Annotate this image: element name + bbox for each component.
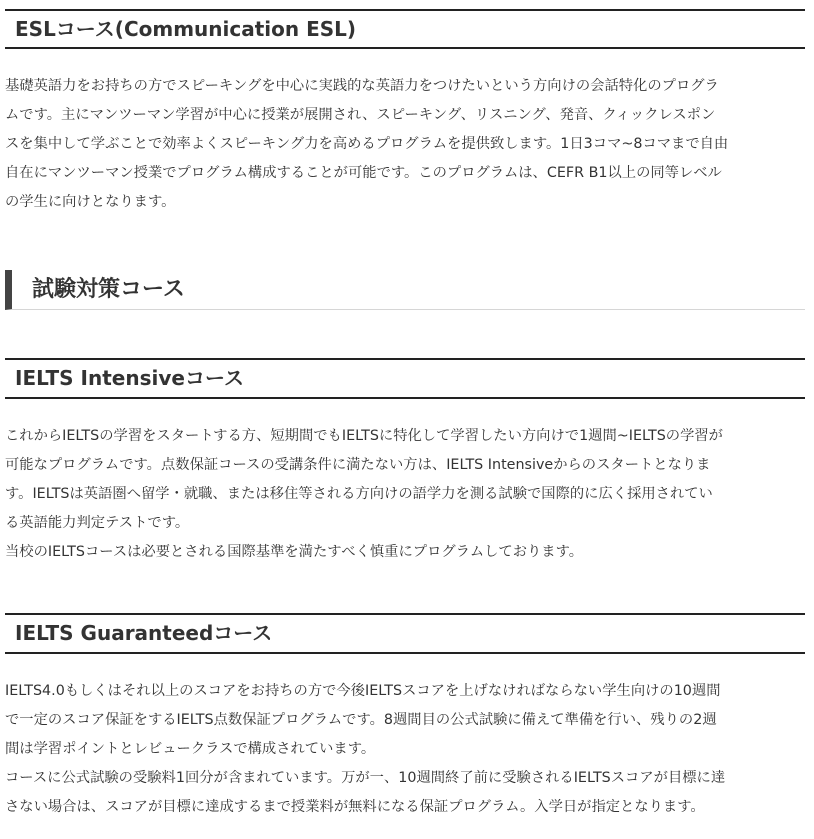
ielts-guaranteed-heading: IELTS Guaranteedコース bbox=[5, 613, 805, 654]
esl-course-description bbox=[5, 72, 810, 217]
paragraph-line: ムです。主にマンツーマン学習が中心に授業が展開され、スピーキング、リスニング、発音、クィックレスポン bbox=[5, 107, 716, 123]
paragraph-line: スを集中して学ぶことで効率よくスピーキング力を高めるプログラムを提供致します。1日3コマ~8コマまで自由 bbox=[5, 136, 729, 152]
paragraph-line: で一定のスコア保証をするIELTS点数保証プログラムです。8週間目の公式試験に備えて準備を行い、残りの2週 bbox=[5, 712, 717, 728]
paragraph-line: 基礎英語力をお持ちの方でスピーキングを中心に実践的な英語力をつけたいという方向けの会話特化のプログラ bbox=[5, 78, 719, 94]
paragraph-line: さない場合は、スコアが目標に達成するまで授業料が無料になる保証プログラム。入学日が指定となります。 bbox=[5, 799, 705, 815]
paragraph-line: 可能なプログラムです。点数保証コースの受講条件に満たない方は、IELTS Intensiveからのスタートとなりま bbox=[5, 457, 711, 473]
paragraph-line: 自在にマンツーマン授業でプログラム構成することが可能です。このプログラムは、CEFR B1以上の同等レベル bbox=[5, 165, 722, 181]
esl-course-heading: ESLコース(Communication ESL) bbox=[5, 9, 805, 49]
paragraph-line: これからIELTSの学習をスタートする方、短期間でもIELTSに特化して学習したい方向けで1週間~IELTSの学習が bbox=[5, 428, 723, 444]
exam-prep-section-heading: 試験対策コース bbox=[5, 270, 805, 310]
paragraph-line: IELTS4.0もしくはそれ以上のスコアをお持ちの方で今後IELTSスコアを上げなければならない学生向けの10週間 bbox=[5, 683, 721, 699]
ielts-intensive-heading: IELTS Intensiveコース bbox=[5, 358, 805, 399]
paragraph-line: る英語能力判定テストです。 bbox=[5, 515, 190, 531]
paragraph-line: す。IELTSは英語圏へ留学・就職、または移住等される方向けの語学力を測る試験で国際的に広く採用されてい bbox=[5, 486, 713, 502]
paragraph-line: 当校のIELTSコースは必要とされる国際基準を満たすべく慎重にプログラムしております。 bbox=[5, 544, 584, 560]
ielts-guaranteed-description bbox=[5, 677, 810, 822]
ielts-intensive-description bbox=[5, 422, 810, 567]
paragraph-line: コースに公式試験の受験料1回分が含まれています。万が一、10週間終了前に受験されるIELTSスコアが目標に達 bbox=[5, 770, 726, 786]
paragraph-line: の学生に向けとなります。 bbox=[5, 194, 176, 210]
paragraph-line: 間は学習ポイントとレビュークラスで構成されています。 bbox=[5, 741, 376, 757]
